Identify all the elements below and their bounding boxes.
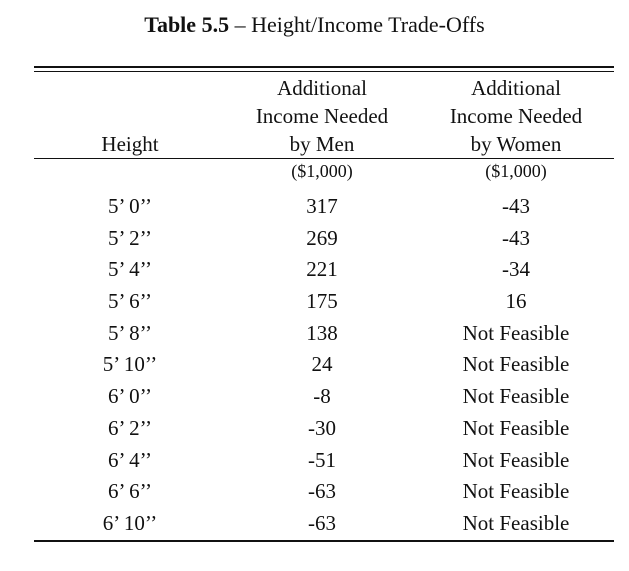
cell-men: -51	[308, 447, 336, 472]
table-body	[34, 191, 614, 540]
units-women: ($1,000)	[485, 161, 547, 181]
cell-height: 5’ 0’’	[107, 194, 153, 218]
header-men-line-2: Income Needed	[255, 104, 389, 128]
units-men: ($1,000)	[291, 161, 353, 181]
cell-women: Not Feasible	[462, 352, 570, 377]
header-men-line-3: by Men	[289, 132, 355, 156]
cell-men: 317	[306, 194, 338, 218]
table-header	[34, 72, 614, 158]
table-caption	[0, 10, 629, 40]
cell-height: 5’ 6’’	[107, 289, 153, 314]
cell-women: Not Feasible	[462, 320, 570, 345]
cell-height: 5’ 4’’	[107, 257, 153, 282]
cell-men: 269	[306, 225, 338, 250]
cell-women: Not Feasible	[462, 447, 570, 472]
units-row	[34, 159, 614, 189]
cell-women: 16	[505, 289, 527, 314]
height-income-table	[34, 66, 614, 542]
header-women-line-1: Additional	[471, 76, 561, 100]
cell-women: -43	[502, 225, 530, 250]
cell-height: 5’ 10’’	[102, 352, 158, 377]
header-women	[418, 74, 614, 158]
bottom-rule	[34, 540, 614, 542]
table-row	[34, 413, 614, 445]
cell-men: -30	[308, 415, 336, 440]
cell-men: 138	[306, 320, 338, 345]
table-row	[34, 191, 614, 223]
table-title: – Height/Income Trade-Offs	[229, 12, 485, 37]
cell-height: 5’ 8’’	[107, 320, 153, 345]
header-women-line-3: by Women	[470, 132, 562, 156]
cell-height: 6’ 0’’	[107, 384, 153, 409]
cell-women: -34	[502, 257, 530, 282]
cell-men: -8	[313, 384, 331, 409]
header-women-line-2: Income Needed	[449, 104, 583, 128]
cell-women: Not Feasible	[462, 384, 570, 409]
cell-height: 6’ 4’’	[107, 447, 153, 472]
top-rule	[34, 66, 614, 68]
header-men	[226, 74, 418, 158]
table-row	[34, 349, 614, 381]
table-row	[34, 445, 614, 477]
table-row	[34, 508, 614, 540]
cell-men: 24	[311, 352, 333, 377]
table-row	[34, 223, 614, 255]
table-row	[34, 254, 614, 286]
cell-men: -63	[308, 510, 336, 535]
header-men-line-1: Additional	[277, 76, 367, 100]
cell-men: 221	[306, 257, 338, 282]
cell-men: -63	[308, 479, 336, 504]
table-number: Table 5.5	[144, 12, 230, 37]
table-row	[34, 476, 614, 508]
cell-women: Not Feasible	[462, 510, 570, 535]
cell-women: Not Feasible	[462, 415, 570, 440]
table-row	[34, 286, 614, 318]
cell-women: Not Feasible	[462, 479, 570, 504]
header-height-line: Height	[101, 132, 159, 156]
cell-height: 5’ 2’’	[107, 225, 153, 250]
header-height	[34, 130, 226, 158]
cell-height: 6’ 2’’	[107, 415, 153, 440]
table-row	[34, 381, 614, 413]
table-row	[34, 318, 614, 350]
cell-height: 6’ 6’’	[107, 479, 153, 504]
cell-height: 6’ 10’’	[102, 510, 158, 535]
cell-women: -43	[502, 194, 530, 218]
cell-men: 175	[306, 289, 338, 314]
